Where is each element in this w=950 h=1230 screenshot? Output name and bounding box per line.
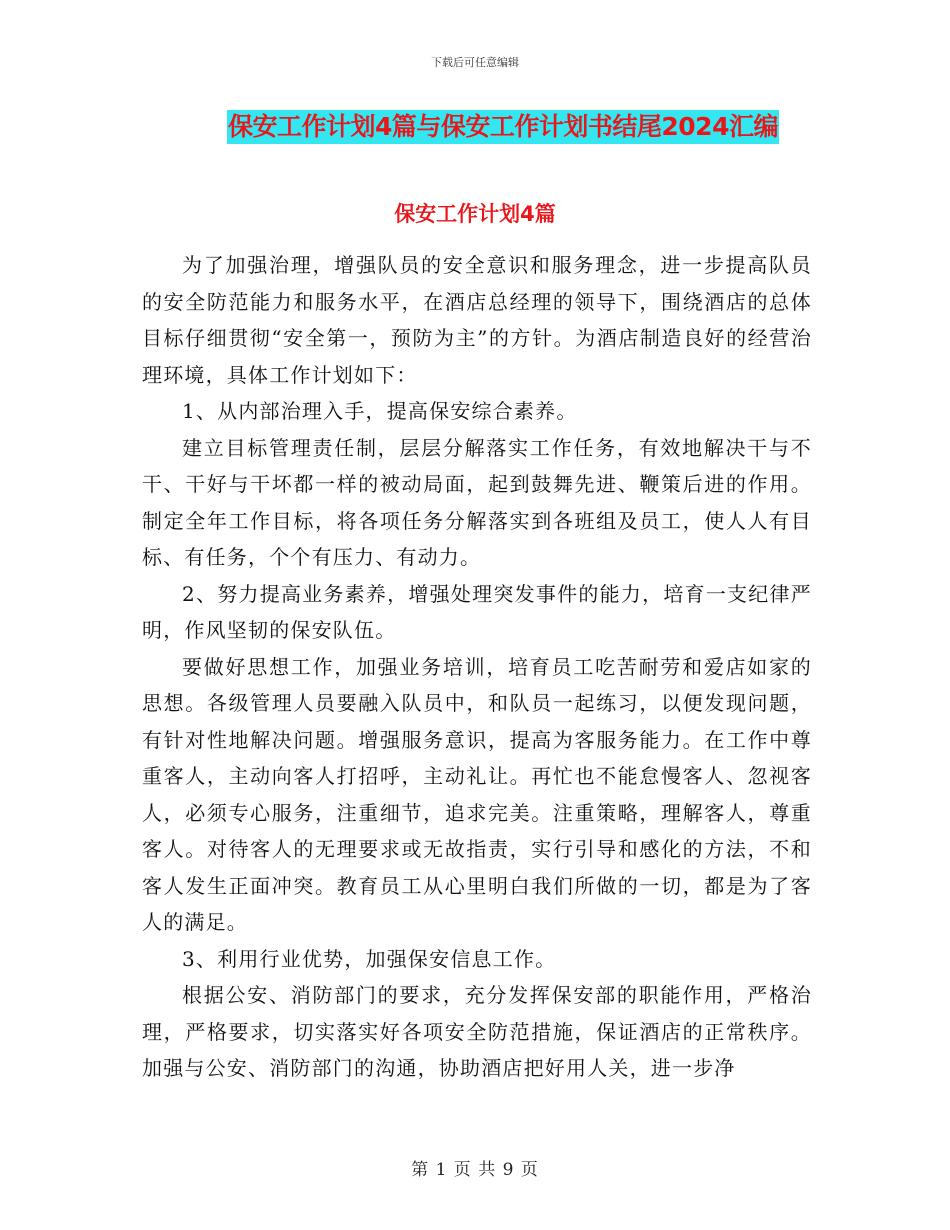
document-title-container <box>0 110 950 144</box>
paragraph: 为了加强治理，增强队员的安全意识和服务理念，进一步提高队员的安全防范能力和服务水平，在酒店总经理的领导下，围绕酒店的总体目标仔细贯彻“安全第一，预防为主”的方针。为酒店制造良好的经营治理环境，具体工作计划如下： <box>142 253 812 387</box>
header-note: 下载后可任意编辑 <box>431 56 519 69</box>
paragraph: 建立目标管理责任制，层层分解落实工作任务，有效地解决干与不干、干好与干坏都一样的被动局面，起到鼓舞先进、鞭策后进的作用。制定全年工作目标，将各项任务分解落实到各班组及员工，使人人有目标、有任务，个个有压力、有动力。 <box>142 435 812 569</box>
page-number: 第 1 页 共 9 页 <box>411 1160 539 1180</box>
document-title: 保安工作计划4篇与保安工作计划书结尾2024汇编 <box>227 110 779 144</box>
document-body <box>142 247 812 1087</box>
paragraph: 3、利用行业优势，加强保安信息工作。 <box>182 946 557 971</box>
paragraph: 要做好思想工作，加强业务培训，培育员工吃苦耐劳和爱店如家的思想。各级管理人员要融入队员中，和队员一起练习，以便发现问题，有针对性地解决问题。增强服务意识，提高为客服务能力。在工作中尊重客人，主动向客人打招呼，主动礼让。再忙也不能怠慢客人、忽视客人，必须专心服务，注重细节，追求完美。注重策略，理解客人，尊重客人。对待客人的无理要求或无故指责，实行引导和感化的方法，不和客人发生正面冲突。教育员工从心里明白我们所做的一切，都是为了客人的满足。 <box>142 654 812 934</box>
paragraph: 2、努力提高业务素养，增强处理突发事件的能力，培育一支纪律严明，作风坚韧的保安队伍。 <box>142 581 812 642</box>
paragraph: 根据公安、消防部门的要求，充分发挥保安部的职能作用，严格治理，严格要求，切实落实好各项安全防范措施，保证酒店的正常秩序。加强与公安、消防部门的沟通，协助酒店把好用人关，进一步净 <box>142 983 812 1080</box>
section-heading: 保安工作计划4篇 <box>394 202 556 226</box>
paragraph: 1、从内部治理入手，提高保安综合素养。 <box>182 399 578 423</box>
